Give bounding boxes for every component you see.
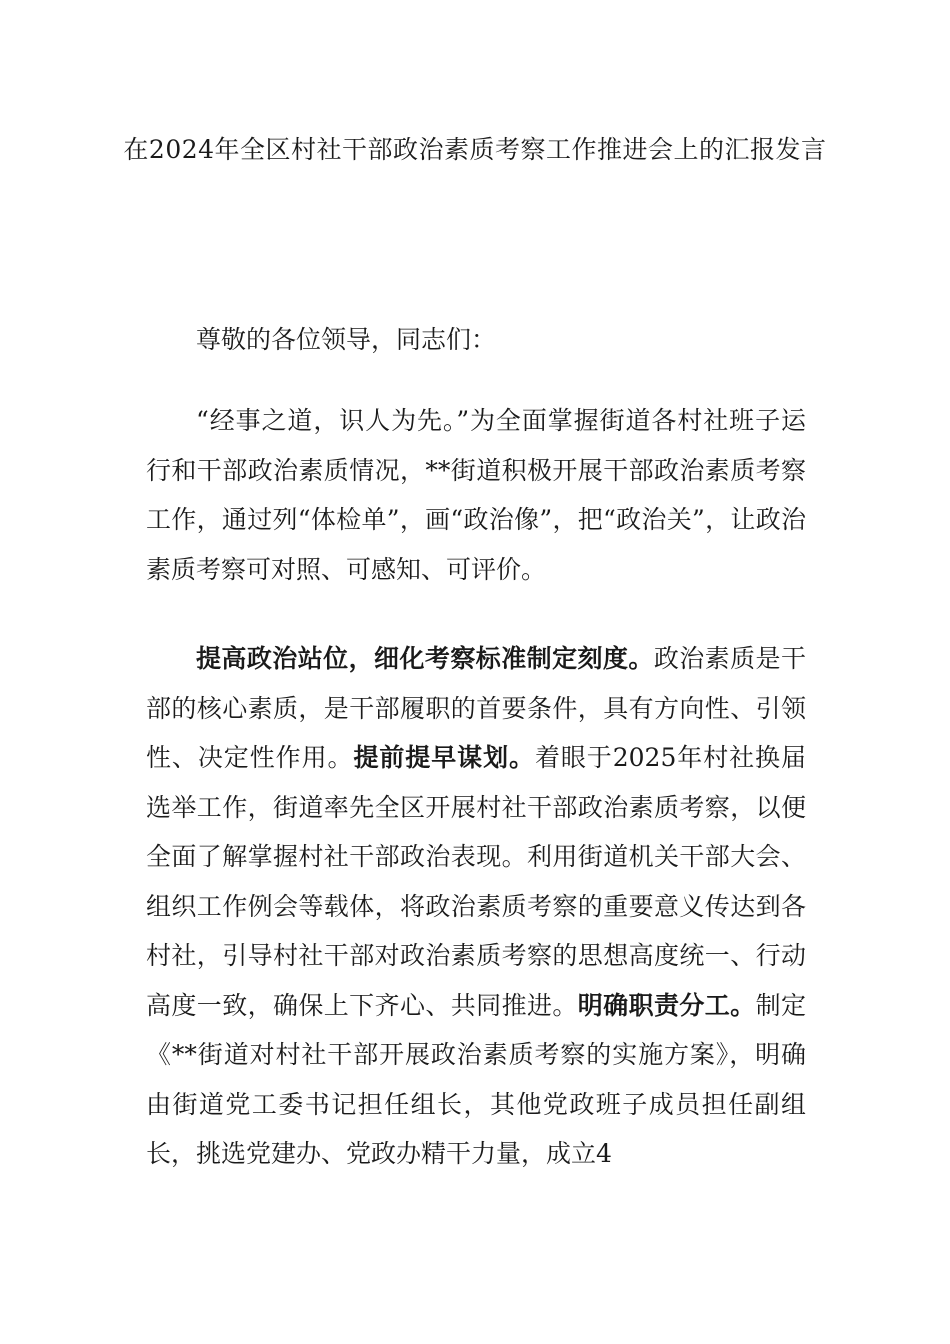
paragraph-intro: “经事之道，识人为先。”为全面掌握街道各村社班子运行和干部政治素质情况，**街道积极开展干部政治素质考察工作，通过列“体检单”，画“政治像”，把“政治关”，让政治素质考察可对照、可感知、可评价。 <box>146 406 806 584</box>
document-title: 在2024年全区村社干部政治素质考察工作推进会上的汇报发言 <box>123 135 827 164</box>
paragraph-text: 着眼于2025年村社换届选举工作，街道率先全区开展村社干部政治素质考察，以便全面了解掌握村社干部政治表现。利用街道机关干部大会、组织工作例会等载体，将政治素质考察的重要意义传达到各村社，引导村社干部对政治素质考察的思想高度统一、行动高度一致，确保上下齐心、共同推进。 <box>146 743 806 1020</box>
paragraph-political-standing <box>146 634 806 1179</box>
subheading-responsibilities: 明确职责分工。 <box>577 990 756 1020</box>
section-heading: 提高政治站位，细化考察标准制定刻度。 <box>196 644 654 673</box>
subheading-planning: 提前提早谋划。 <box>353 743 535 772</box>
paragraph-text: 政治素质是干部的核心素质，是干部履职的首要条件，具有方向性、引领性、决定性作用。 <box>146 644 806 772</box>
paragraph-text: 制定《**街道对村社干部开展政治素质考察的实施方案》，明确由街道党工委书记担任组长，其他党政班子成员担任副组长，挑选党建办、党政办精干力量，成立4 <box>146 990 806 1168</box>
salutation: 尊敬的各位领导，同志们： <box>196 325 497 354</box>
